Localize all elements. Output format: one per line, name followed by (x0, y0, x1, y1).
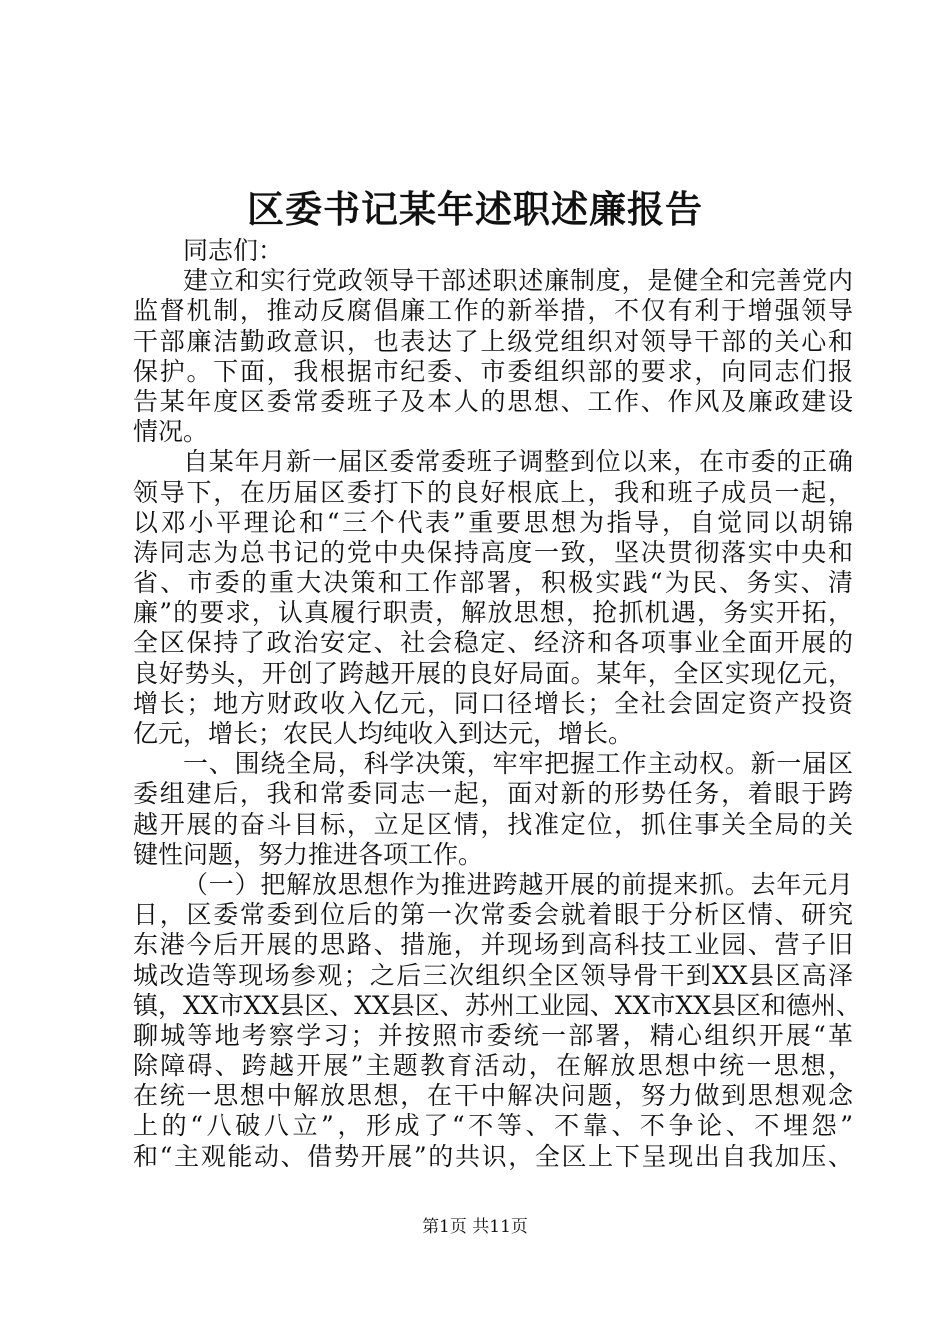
body-line: 良好势头，开创了跨越开展的良好局面。某年，全区实现亿元， (133, 658, 853, 688)
body-line: 涛同志为总书记的党中央保持高度一致，坚决贯彻落实中央和 (133, 537, 853, 567)
body-line: 在统一思想中解放思想，在干中解决问题，努力做到思想观念 (133, 1081, 853, 1111)
body-line: 东港今后开展的思路、措施，并现场到高科技工业园、营子旧 (133, 930, 853, 960)
body-line: 委组建后，我和常委同志一起，面对新的形势任务，着眼于跨 (133, 779, 853, 809)
document-title: 区委书记某年述职述廉报告 (247, 187, 703, 231)
page-footer: 第1页 共11页 (422, 1217, 528, 1237)
body-line: 全区保持了政治安定、社会稳定、经济和各项事业全面开展的 (133, 628, 853, 658)
body-line: 上的“八破八立”，形成了“不等、不靠、不争论、不埋怨” (133, 1111, 853, 1141)
body-line: 情况。 (133, 417, 209, 447)
body-line: 以邓小平理论和“三个代表”重要思想为指导，自觉同以胡锦 (133, 507, 853, 537)
body-line: 建立和实行党政领导干部述职述廉制度，是健全和完善党内 (183, 266, 853, 296)
body-line: 城改造等现场参观；之后三次组织全区领导骨干到XX县区高泽 (133, 960, 853, 990)
body-line: 干部廉洁勤政意识，也表达了上级党组织对领导干部的关心和 (133, 326, 853, 356)
body-line: 越开展的奋斗目标，立足区情，找准定位，抓住事关全局的关 (133, 809, 853, 839)
body-line: 和“主观能动、借势开展”的共识，全区上下呈现出自我加压、 (133, 1141, 853, 1171)
body-line: 键性问题，努力推进各项工作。 (133, 839, 484, 869)
body-line: 日，区委常委到位后的第一次常委会就着眼于分析区情、研究 (133, 900, 853, 930)
body-line: 增长；地方财政收入亿元，同口径增长；全社会固定资产投资 (133, 688, 853, 718)
salutation-line: 同志们： (183, 236, 284, 265)
body-line: 领导下，在历届区委打下的良好根底上，我和班子成员一起， (133, 477, 853, 507)
body-line: 聊城等地考察学习；并按照市委统一部署，精心组织开展“革 (133, 1020, 853, 1050)
body-line: 一、围绕全局，科学决策，牢牢把握工作主动权。新一届区 (183, 749, 853, 779)
body-line: 监督机制，推动反腐倡廉工作的新举措，不仅有利于增强领导 (133, 296, 853, 326)
document-body (133, 236, 861, 1172)
body-line: 保护。下面，我根据市纪委、市委组织部的要求，向同志们报 (133, 356, 853, 386)
body-line: 省、市委的重大决策和工作部署，积极实践“为民、务实、清 (133, 568, 853, 598)
body-line: 亿元，增长；农民人均纯收入到达元，增长。 (133, 719, 634, 748)
body-line: 告某年度区委常委班子及本人的思想、工作、作风及廉政建设 (133, 386, 853, 416)
body-line: 廉”的要求，认真履行职责，解放思想，抢抓机遇，务实开拓， (133, 598, 853, 628)
body-line: 自某年月新一届区委常委班子调整到位以来，在市委的正确 (183, 447, 853, 477)
body-line: 除障碍、跨越开展”主题教育活动，在解放思想中统一思想， (133, 1051, 853, 1081)
body-line: （一）把解放思想作为推进跨越开展的前提来抓。去年元月 (183, 869, 853, 899)
body-line: 镇，XX市XX县区、XX县区、苏州工业园、XX市XX县区和德州、 (133, 990, 861, 1020)
